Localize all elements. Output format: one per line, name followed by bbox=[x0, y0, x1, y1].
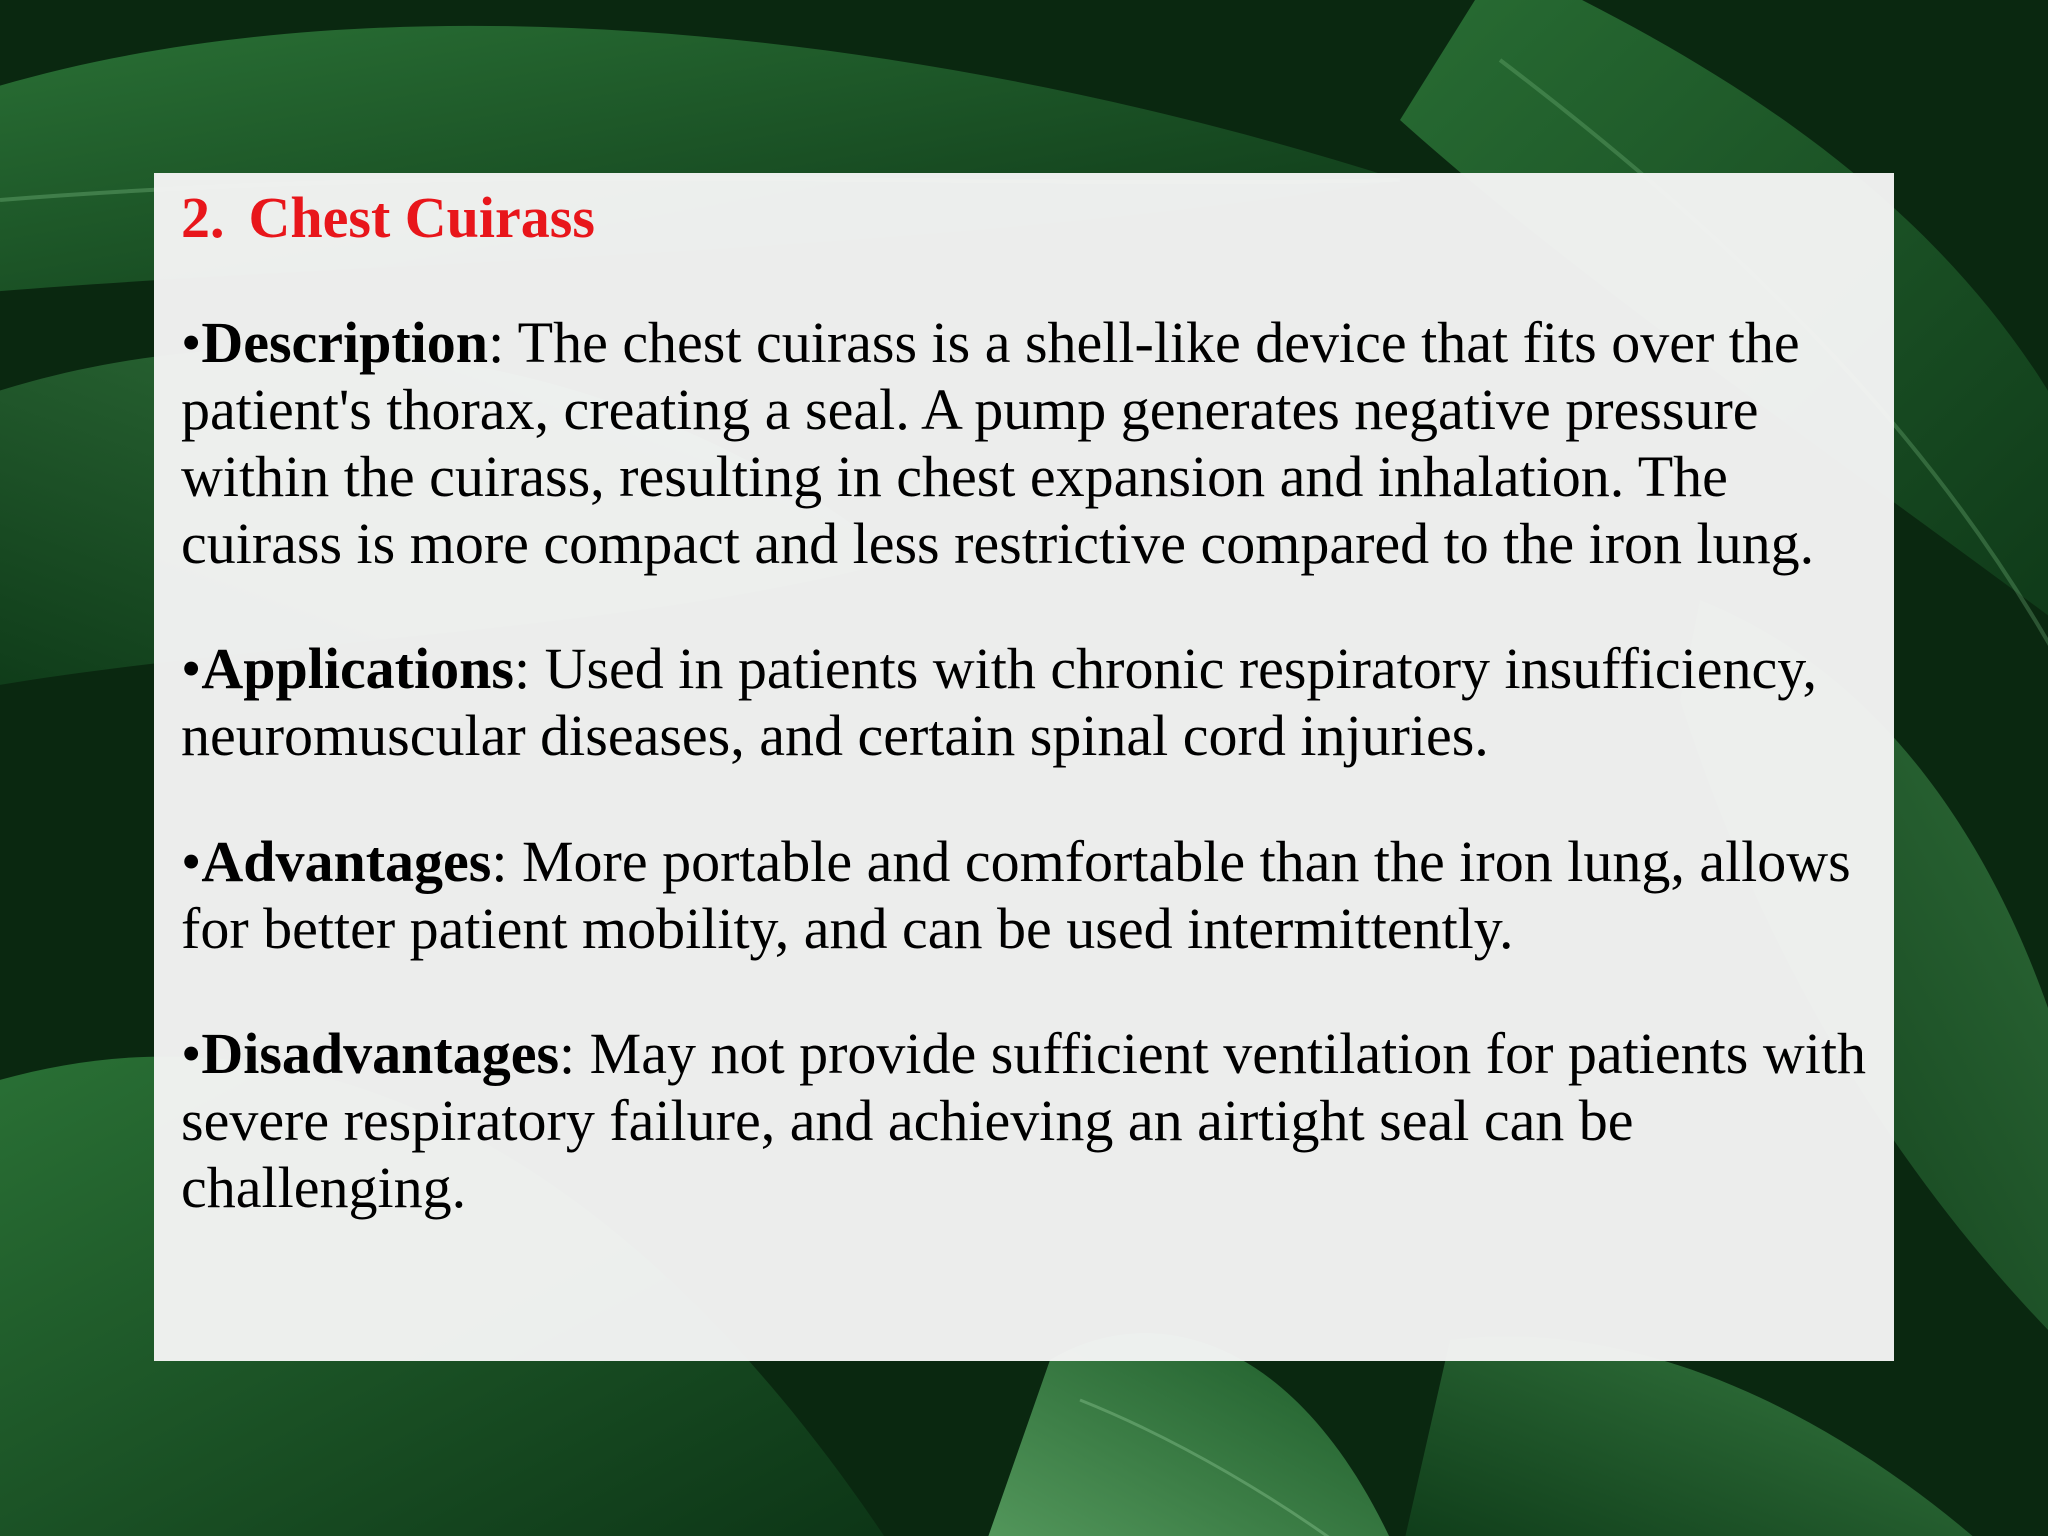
bullet-term: Applications bbox=[201, 636, 514, 701]
bullet-symbol: • bbox=[181, 310, 202, 375]
bullet-separator: : bbox=[488, 310, 518, 375]
bullet-term: Advantages bbox=[201, 829, 492, 894]
bullet-term: Description bbox=[201, 310, 489, 375]
bullet-text: May not provide sufficient ventilation for patients with severe respiratory failure, and achieving an airtight seal can be challenging. bbox=[181, 1021, 1866, 1220]
bullet-symbol: • bbox=[181, 1021, 202, 1086]
bullet-term: Disadvantages bbox=[201, 1021, 560, 1086]
bullet-text: Used in patients with chronic respiratory insufficiency, neuromuscular diseases, and certain spinal cord injuries. bbox=[181, 636, 1818, 768]
bullet-text: More portable and comfortable than the iron lung, allows for better patient mobility, and can be used intermittently. bbox=[181, 829, 1851, 961]
bullet-separator: : bbox=[513, 636, 545, 701]
bullet-disadvantages bbox=[181, 1020, 1868, 1221]
slide-title-number: 2. bbox=[181, 185, 225, 250]
bullet-symbol: • bbox=[181, 636, 202, 701]
slide-title-text: Chest Cuirass bbox=[248, 185, 595, 250]
content-card bbox=[154, 173, 1894, 1361]
bullet-advantages bbox=[181, 828, 1868, 962]
bullet-applications bbox=[181, 635, 1868, 769]
bullet-description bbox=[181, 309, 1868, 577]
bullet-text: The chest cuirass is a shell-like device that fits over the patient's thorax, creating a seal. A pump generates negative pressure within the cuirass, resulting in chest expansion and inhalation. The cuirass is more compact and less restrictive compared to the iron lung. bbox=[181, 310, 1815, 576]
bullet-separator: : bbox=[559, 1021, 590, 1086]
bullet-separator: : bbox=[491, 829, 522, 894]
bullet-symbol: • bbox=[181, 829, 202, 894]
slide-title bbox=[181, 181, 1868, 255]
